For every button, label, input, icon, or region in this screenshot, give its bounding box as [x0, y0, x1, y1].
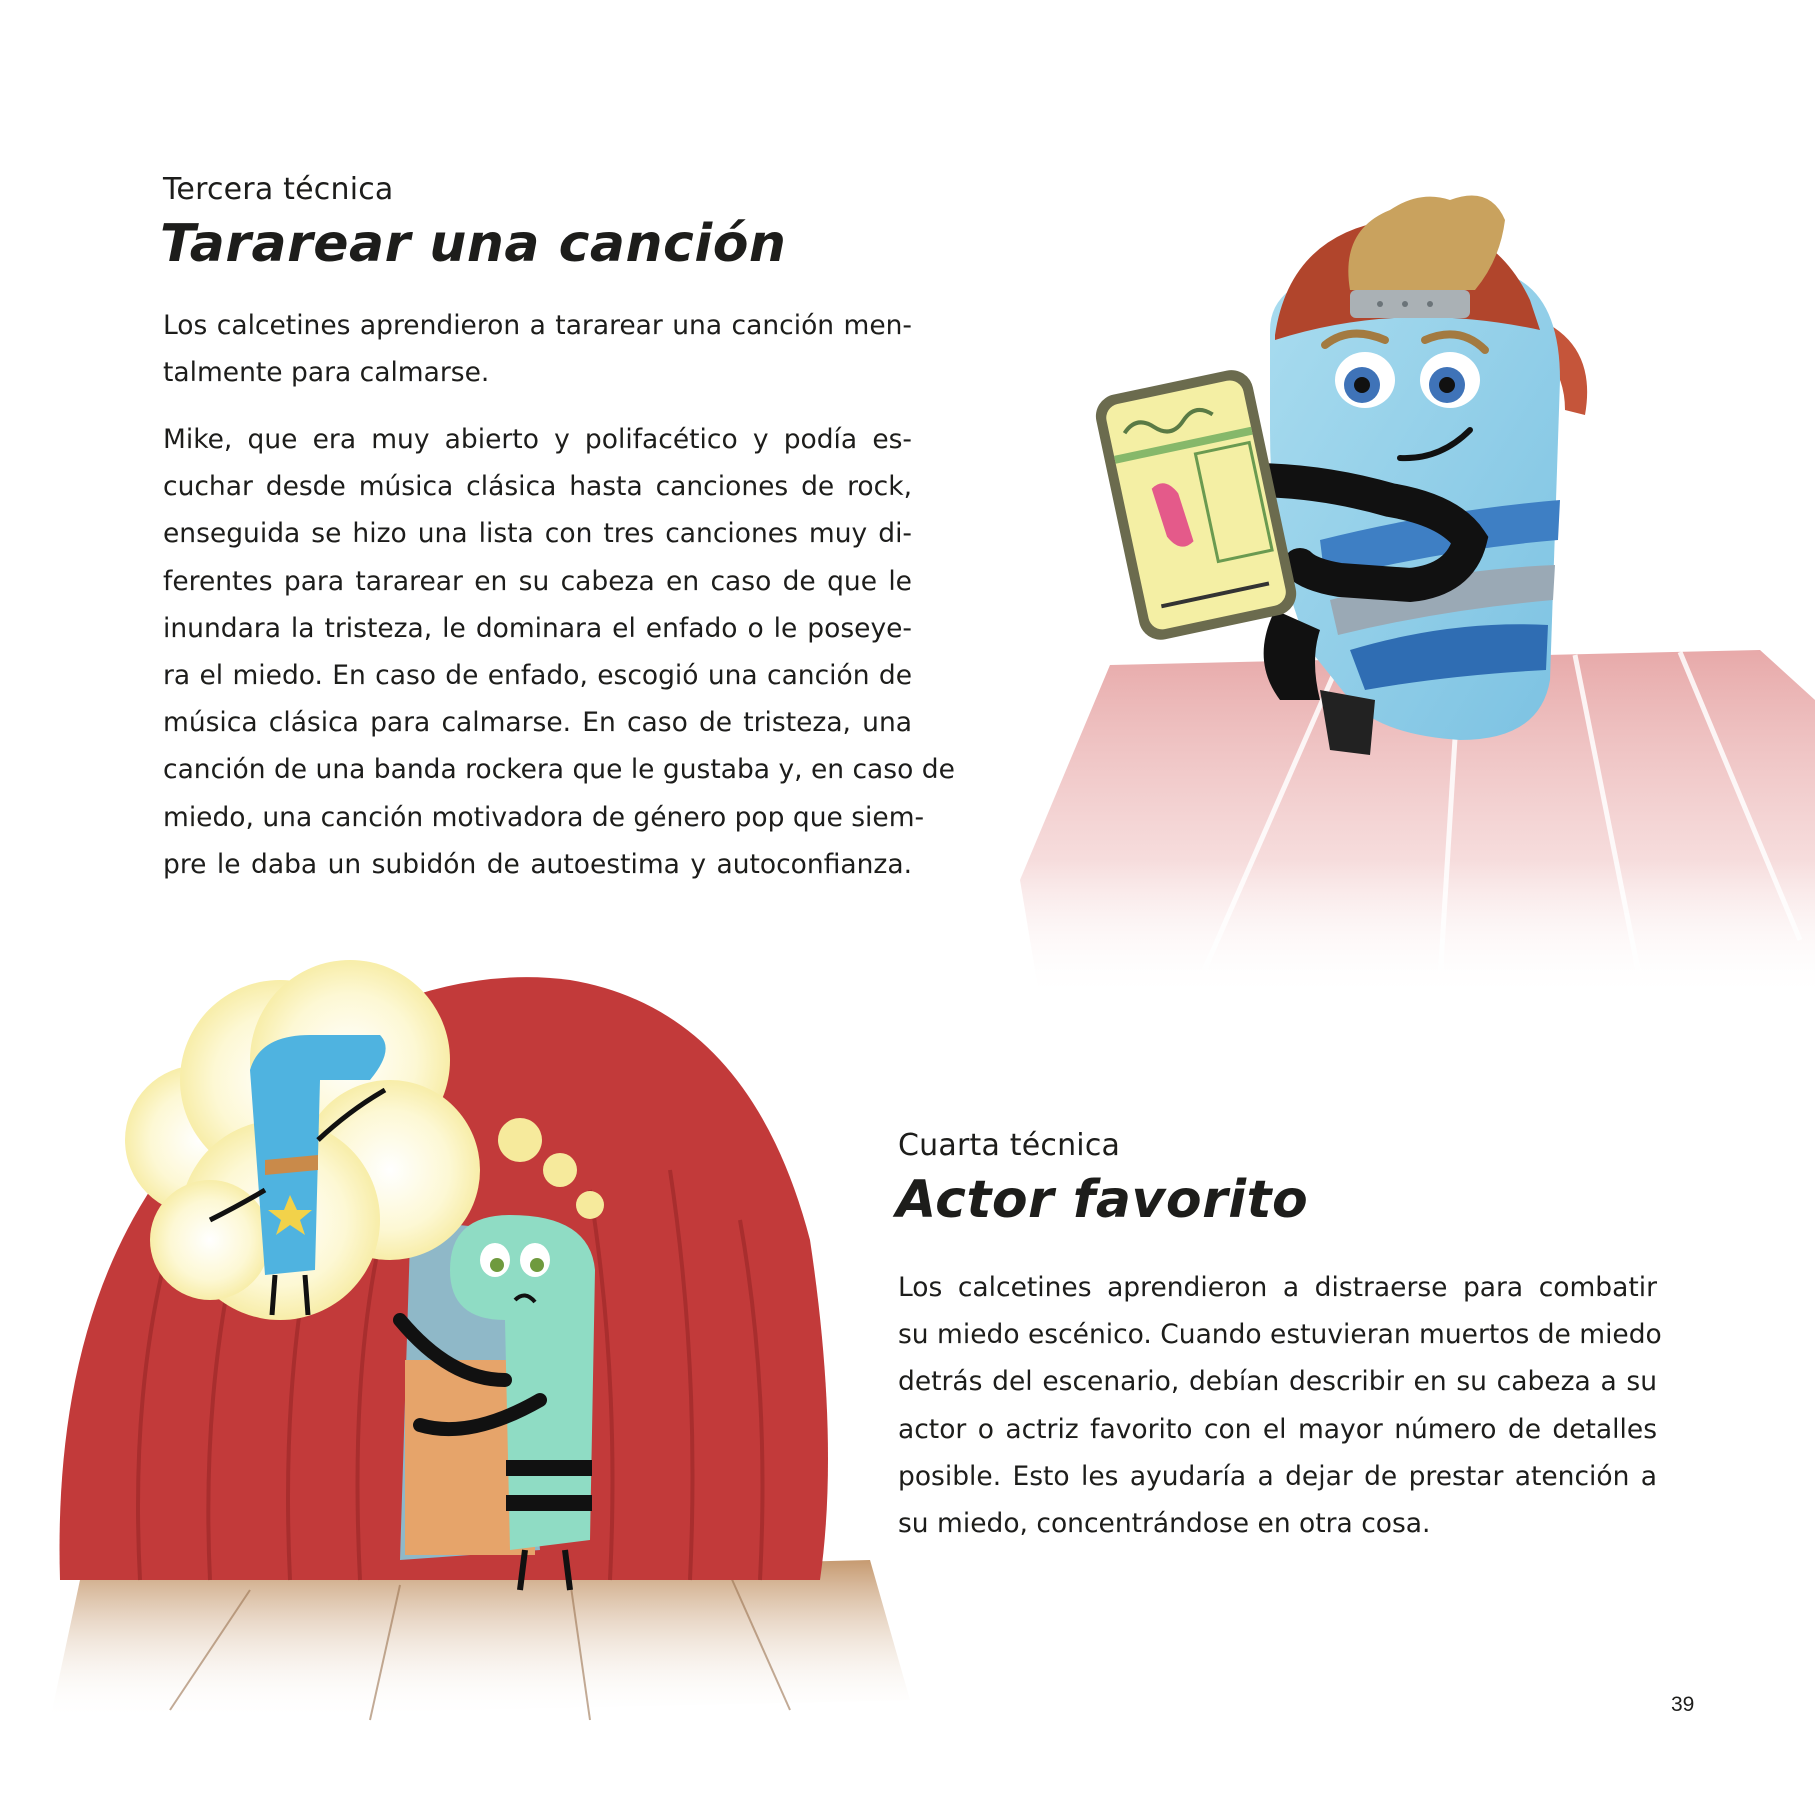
section-4-title: Actor favorito [896, 1170, 1309, 1230]
text-line: Mike, que era muy abierto y polifacético y podía es- [163, 424, 912, 455]
text-line: posible. Esto les ayudaría a dejar de prestar atención a [898, 1460, 1657, 1492]
text-line: miedo, una canción motivadora de género pop que siem- [163, 801, 925, 833]
text-line: cuchar desde música clásica hasta canciones de rock, [163, 471, 912, 503]
text-line: talmente para calmarse. [163, 357, 490, 389]
text-line: detrás del escenario, debían describir en su cabeza a su [898, 1366, 1657, 1398]
page-number: 39 [1671, 1693, 1695, 1716]
sock-with-cap-holding-phone-illustration [1020, 180, 1815, 1000]
section-3-paragraph-1 [163, 302, 912, 396]
text-line: su miedo escénico. Cuando estuvieran muertos de miedo [898, 1319, 1662, 1351]
text-line: pre le daba un subidón de autoestima y autoconfianza. [163, 848, 912, 880]
text-line: Los calcetines aprendieron a tararear una canción men- [163, 310, 912, 341]
text-line: Los calcetines aprendieron a distraerse para combatir [898, 1272, 1657, 1303]
text-line: ra el miedo. En caso de enfado, escogió una canción de [163, 659, 912, 691]
text-line: canción de una banda rockera que le gustaba y, en caso de [163, 754, 955, 786]
section-3-paragraph-2 [163, 416, 955, 888]
section-4-subtitle: Cuarta técnica [898, 1128, 1121, 1163]
text-line: ferentes para tararear en su cabeza en caso de que le [163, 565, 912, 597]
section-3-subtitle: Tercera técnica [163, 172, 394, 207]
text-line: música clásica para calmarse. En caso de tristeza, una [163, 707, 912, 739]
text-line: su miedo, concentrándose en otra cosa. [898, 1507, 1431, 1539]
section-4-paragraph-1 [898, 1264, 1662, 1547]
text-line: actor o actriz favorito con el mayor número de detalles [898, 1413, 1657, 1445]
phone-icon [1092, 366, 1300, 644]
nervous-sock-behind-curtain-illustration [50, 940, 930, 1760]
section-3-title: Tararear una canción [160, 214, 787, 274]
text-line: enseguida se hizo una lista con tres canciones muy di- [163, 518, 912, 550]
text-line: inundara la tristeza, le dominara el enfado o le poseye- [163, 612, 912, 644]
